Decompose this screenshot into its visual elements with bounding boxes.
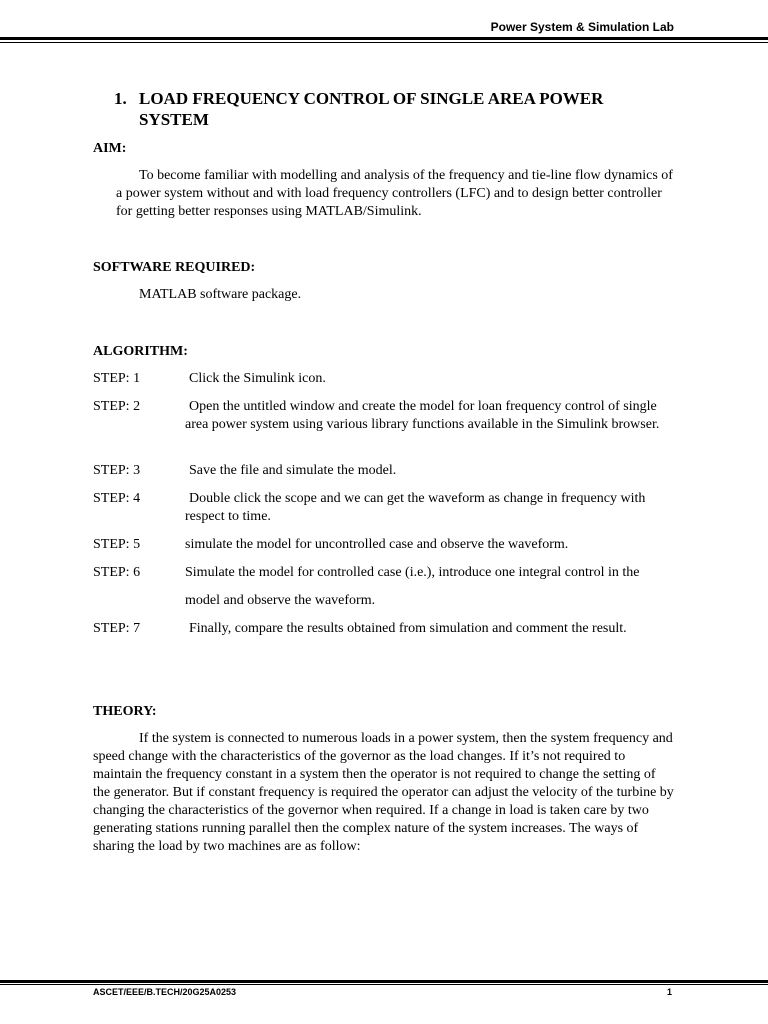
software-heading: SOFTWARE REQUIRED:	[93, 260, 256, 275]
theory-heading: THEORY:	[93, 704, 157, 719]
step-text: Finally, compare the results obtained from simulation and comment the result.	[189, 621, 627, 636]
step-text: simulate the model for uncontrolled case and observe the waveform.	[185, 537, 569, 552]
step-label: STEP: 1	[93, 371, 141, 386]
step-label: STEP: 7	[93, 621, 141, 636]
step-label: STEP: 2	[93, 399, 141, 414]
experiment-title: LOAD FREQUENCY CONTROL OF SINGLE AREA POWER SYSTEM	[139, 89, 604, 129]
software-text: MATLAB software package.	[139, 287, 302, 302]
algorithm-heading: ALGORITHM:	[93, 344, 188, 359]
step-text: Open the untitled window and create the model for loan frequency control of single area power system using various library functions available in the Simulink browser.	[185, 399, 660, 432]
theory-paragraph: If the system is connected to numerous loads in a power system, then the system frequency and speed change with the characteristics of the governor as the load changes. If it’s not required to maintain the frequency constant in a system then the operator is not required to change the setting of the generator. But if constant frequency is required the operator can adjust the velocity of the turbine by changing the characteristics of the governor when required. If a change in load is taken care by two generating stations running parallel then the complex nature of the system increases. The ways of sharing the load by two machines are as follow:	[93, 731, 674, 854]
experiment-number: 1.	[114, 89, 127, 108]
step-text: Click the Simulink icon.	[189, 371, 326, 386]
footer-roll-number: ASCET/EEE/B.TECH/20G25A0253	[93, 987, 237, 997]
footer-rule-thick	[0, 980, 768, 983]
step-text: Simulate the model for controlled case (i.e.), introduce one integral control in the model and observe the waveform.	[185, 565, 640, 608]
step-label: STEP: 4	[93, 491, 141, 506]
page-number: 1	[667, 987, 673, 997]
header-rule-thin	[0, 42, 768, 43]
footer-rule-thin	[0, 984, 768, 985]
step-text: Double click the scope and we can get the waveform as change in frequency with respect to time.	[185, 491, 646, 524]
aim-heading: AIM:	[93, 141, 127, 156]
step-label: STEP: 3	[93, 463, 141, 478]
step-text: Save the file and simulate the model.	[189, 463, 397, 478]
step-label: STEP: 5	[93, 537, 141, 552]
step-label: STEP: 6	[93, 565, 141, 580]
running-header: Power System & Simulation Lab	[490, 20, 674, 34]
header-rule-thick	[0, 37, 768, 40]
aim-paragraph: To become familiar with modelling and analysis of the frequency and tie-line flow dynamics of a power system without and with load frequency controllers (LFC) and to design better controller for getting better responses using MATLAB/Simulink.	[116, 168, 673, 219]
